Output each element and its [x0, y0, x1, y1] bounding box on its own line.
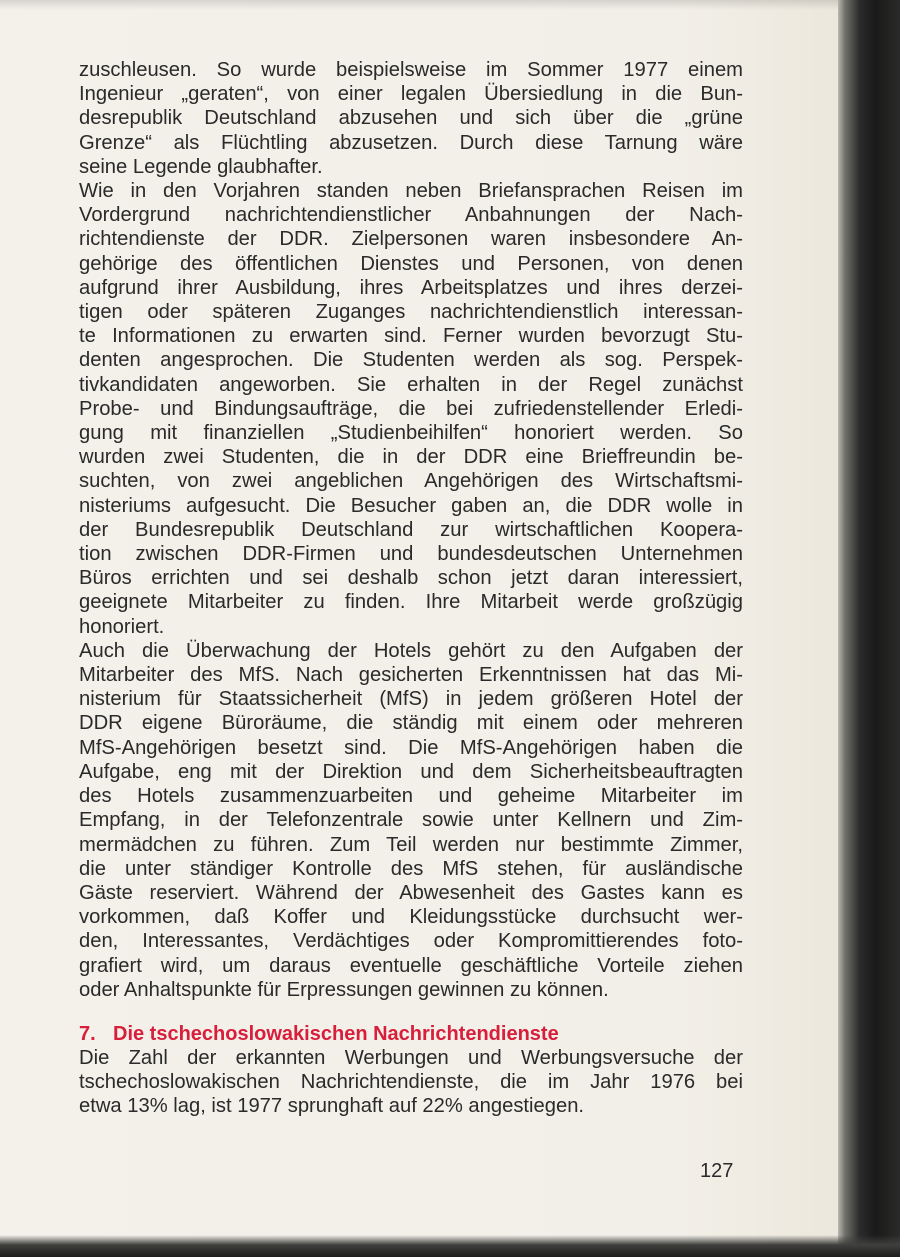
text-line: mermädchen zu führen. Zum Teil werden nur bestimmte Zimmer,	[79, 833, 743, 856]
text-line: tschechoslowakischen Nachrichtendienste, die im Jahr 1976 bei	[79, 1071, 743, 1094]
text-line: tivkandidaten angeworben. Sie erhalten in der Regel zunächst	[79, 373, 743, 396]
book-spine-shadow	[838, 0, 900, 1257]
page-number: 127	[700, 1160, 734, 1182]
paragraph-3	[79, 639, 743, 1002]
text-line: tion zwischen DDR-Firmen und bundesdeutschen Unternehmen	[79, 543, 743, 566]
text-line: Aufgabe, eng mit der Direktion und dem Sicherheitsbeauftragten	[79, 760, 743, 783]
text-line: Büros errichten und sei deshalb schon jetzt daran interessiert,	[79, 567, 743, 590]
text-line: tigen oder späteren Zuganges nachrichtendienstlich interessan-	[79, 301, 743, 324]
text-line: geeignete Mitarbeiter zu finden. Ihre Mitarbeit werde großzügig	[79, 591, 743, 614]
section-number: 7.	[79, 1022, 96, 1045]
text-line: etwa 13% lag, ist 1977 sprunghaft auf 22% angestiegen.	[79, 1095, 585, 1118]
text-line: Ingenieur „geraten“, von einer legalen Übersiedlung in die Bun-	[79, 83, 743, 106]
text-line: DDR eigene Büroräume, die ständig mit einem oder mehreren	[79, 712, 743, 735]
text-line: der Bundesrepublik Deutschland zur wirtschaftlichen Koopera-	[79, 518, 743, 541]
page-top-shadow	[0, 0, 848, 10]
text-line: Die Zahl der erkannten Werbungen und Werbungsversuche der	[79, 1046, 743, 1069]
text-line: des Hotels zusammenzuarbeiten und geheime Mitarbeiter im	[79, 785, 743, 808]
text-line: Vordergrund nachrichtendienstlicher Anbahnungen der Nach-	[79, 204, 743, 227]
text-line: grafiert wird, um daraus eventuelle geschäftliche Vorteile ziehen	[79, 954, 743, 977]
paragraph-1	[79, 58, 743, 179]
text-line: seine Legende glaubhafter.	[79, 155, 323, 178]
text-line: Auch die Überwachung der Hotels gehört zu den Aufgaben der	[79, 639, 743, 662]
text-line: honoriert.	[79, 615, 165, 638]
text-line: richtendienste der DDR. Zielpersonen waren insbesondere An-	[79, 228, 743, 251]
text-line: nisteriums aufgesucht. Die Besucher gaben an, die DDR wolle in	[79, 494, 743, 517]
text-line: Grenze“ als Flüchtling abzusetzen. Durch diese Tarnung wäre	[79, 131, 743, 154]
paragraph-2	[79, 179, 743, 639]
text-line: gehörige des öffentlichen Dienstes und Personen, von denen	[79, 252, 743, 275]
text-line: die unter ständiger Kontrolle des MfS stehen, für ausländische	[79, 857, 743, 880]
section-paragraph	[79, 1046, 743, 1119]
text-line: Gäste reserviert. Während der Abwesenheit des Gastes kann es	[79, 881, 743, 904]
body-text	[79, 58, 743, 1119]
text-line: oder Anhaltspunkte für Erpressungen gewinnen zu können.	[79, 978, 609, 1001]
text-line: MfS-Angehörigen besetzt sind. Die MfS-Angehörigen haben die	[79, 736, 743, 759]
text-line: aufgrund ihrer Ausbildung, ihres Arbeitsplatzes und ihres derzei-	[79, 276, 743, 299]
text-line: suchten, von zwei angeblichen Angehörigen des Wirtschaftsmi-	[79, 470, 743, 493]
text-line: Mitarbeiter des MfS. Nach gesicherten Erkenntnissen hat das Mi-	[79, 664, 743, 687]
text-line: gung mit finanziellen „Studienbeihilfen“ honoriert werden. So	[79, 422, 743, 445]
text-line: nisterium für Staatssicherheit (MfS) in jedem größeren Hotel der	[79, 688, 743, 711]
text-line: den, Interessantes, Verdächtiges oder Kompromittierendes foto-	[79, 930, 743, 953]
section-title: Die tschechoslowakischen Nachrichtendienste	[113, 1022, 559, 1045]
section-heading	[79, 1022, 743, 1046]
text-line: te Informationen zu erwarten sind. Ferner wurden bevorzugt Stu-	[79, 325, 743, 348]
page-bottom-edge	[0, 1235, 900, 1257]
text-line: wurden zwei Studenten, die in der DDR eine Brieffreundin be-	[79, 446, 743, 469]
text-line: desrepublik Deutschland abzusehen und sich über die „grüne	[79, 107, 743, 130]
text-line: zuschleusen. So wurde beispielsweise im Sommer 1977 einem	[79, 59, 743, 81]
text-line: Probe- und Bindungsaufträge, die bei zufriedenstellender Erledi-	[79, 397, 743, 420]
text-line: denten angesprochen. Die Studenten werden als sog. Perspek-	[79, 349, 743, 372]
text-line: Empfang, in der Telefonzentrale sowie unter Kellnern und Zim-	[79, 809, 743, 832]
text-line: vorkommen, daß Koffer und Kleidungsstücke durchsucht wer-	[79, 906, 743, 929]
text-line: Wie in den Vorjahren standen neben Briefansprachen Reisen im	[79, 180, 743, 203]
